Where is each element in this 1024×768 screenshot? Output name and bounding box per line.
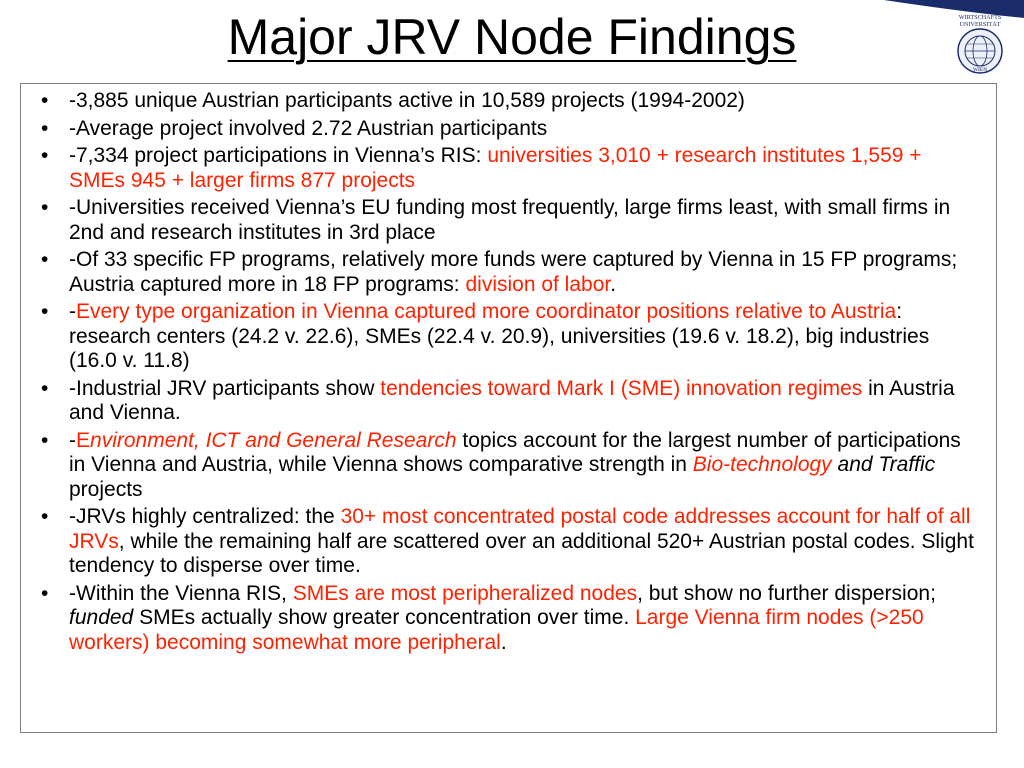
finding-text: - [69,300,76,323]
logo-line1: WIRTSCHAFTS [958,14,1002,21]
logo-line3: WIEN [972,67,988,73]
finding-text: SMEs are most peripheralized nodes [292,581,638,605]
findings-list [21,84,996,655]
finding-text: - [69,428,76,452]
finding-item [39,117,982,142]
finding-text: SMEs actually show greater concentration over time. [133,606,636,629]
finding-text: -Industrial JRV participants show [69,376,381,400]
finding-text: -Average project involved 2.72 Austrian participants [69,116,548,140]
logo-line2: UNIVERSITÄT [959,21,1001,28]
finding-text: . [500,630,507,654]
finding-item [39,248,982,297]
finding-text: and Traffic [837,453,936,476]
finding-text: division of labor [465,272,611,296]
finding-text: tendencies toward Mark I (SME) innovation regimes [380,376,863,400]
finding-text: projects [69,477,143,501]
finding-text: topics account for the largest number of participations in Vienna and Austria, while Vienna shows comparative strength in [69,428,961,476]
finding-text: : research centers (24.2 v. 22.6), SMEs (22.4 v. 20.9), universities (19.6 v. 18.2), big industries (16.0 v. 11.8) [69,300,930,372]
finding-text: 30+ most concentrated postal code addresses account for half of all JRVs [69,505,971,553]
finding-text: -7,334 project participations in Vienna’s RIS: [69,144,488,167]
finding-text: -Within the Vienna RIS, [69,581,293,605]
finding-text: -JRVs highly centralized: the [69,505,341,528]
finding-text: E [76,428,91,452]
finding-item [39,300,982,374]
finding-item [39,144,982,193]
finding-item [39,505,982,579]
finding-text: -Universities received Vienna’s EU funding most frequently, large firms least, with small firms in 2nd and research institutes in 3rd place [69,196,951,244]
finding-text: -3,885 unique Austrian participants active in 10,589 projects (1994-2002) [69,89,745,112]
finding-text: in Austria and Vienna. [69,376,955,424]
finding-text: Large Vienna firm nodes (>250 workers) becoming somewhat more peripheral [69,606,924,654]
university-seal-icon [948,12,1012,78]
finding-text: nvironment, ICT and General Research [90,428,457,452]
finding-text: universities 3,010 + research institutes 1,559 + SMEs 945 + larger firms 877 projects [69,144,922,192]
finding-item [39,429,982,503]
finding-item [39,89,982,114]
finding-item [39,196,982,245]
finding-text: funded [69,606,134,629]
finding-text: . [610,272,617,296]
finding-text: Every type organization in Vienna captured more coordinator positions relative to Austria [76,300,897,323]
finding-item [39,377,982,426]
finding-item [39,582,982,656]
finding-text: -Of 33 specific FP programs, relatively more funds were captured by Vienna in 15 FP programs; Austria captured more in 18 FP programs: [69,248,958,296]
finding-text: Bio-technology [692,453,832,476]
finding-text: , while the remaining half are scattered over an additional 520+ Austrian postal codes. Slight tendency to disperse over time. [69,529,974,577]
slide-title: Major JRV Node Findings [227,9,797,65]
finding-text: , but show no further dispersion; [637,581,936,605]
findings-box [20,83,997,733]
